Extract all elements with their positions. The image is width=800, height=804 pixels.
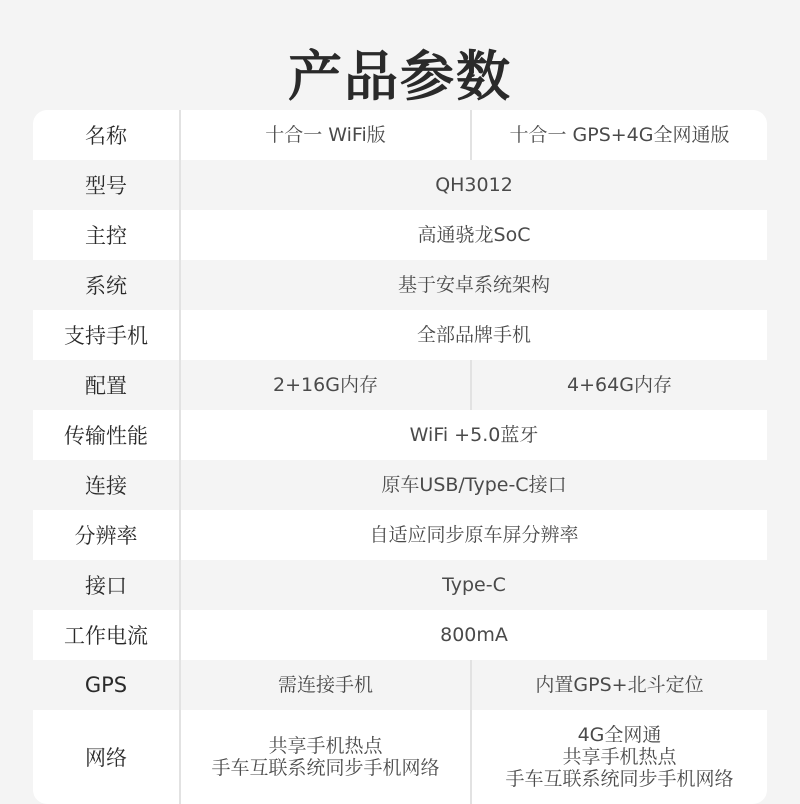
value-network-4g xyxy=(472,710,767,804)
spec-row-gps xyxy=(33,660,767,710)
row-label: 网络 xyxy=(33,710,181,804)
row-label: 系统 xyxy=(33,260,181,310)
row-value: 全部品牌手机 xyxy=(416,324,531,346)
spec-row-chip xyxy=(33,210,767,260)
row-label: 型号 xyxy=(33,160,181,210)
spec-row-network xyxy=(33,710,767,804)
spec-row-resolution xyxy=(33,510,767,560)
network-line: 手车互联系统同步手机网络 xyxy=(211,757,440,779)
spec-row-transfer xyxy=(33,410,767,460)
spec-row-port xyxy=(33,560,767,610)
network-line: 手车互联系统同步手机网络 xyxy=(505,768,734,790)
value-config-4g: 4+64G内存 xyxy=(567,374,672,396)
row-label: 主控 xyxy=(33,210,181,260)
spec-row-config xyxy=(33,360,767,410)
spec-row-model xyxy=(33,160,767,210)
row-label: GPS xyxy=(33,660,181,710)
value-config-wifi: 2+16G内存 xyxy=(181,360,472,410)
row-label: 工作电流 xyxy=(33,610,181,660)
row-value: Type-C xyxy=(442,574,506,596)
row-value: 原车USB/Type-C接口 xyxy=(381,474,567,496)
row-value: 800mA xyxy=(440,624,508,646)
row-value: 自适应同步原车屏分辨率 xyxy=(369,524,579,546)
row-label: 支持手机 xyxy=(33,310,181,360)
row-label: 接口 xyxy=(33,560,181,610)
row-value: QH3012 xyxy=(435,174,513,196)
row-label: 传输性能 xyxy=(33,410,181,460)
network-line: 4G全网通 xyxy=(577,724,662,746)
spec-row-connect xyxy=(33,460,767,510)
row-value: 高通骁龙SoC xyxy=(417,224,531,246)
value-gps-wifi: 需连接手机 xyxy=(181,660,472,710)
spec-row-phones xyxy=(33,310,767,360)
row-value: 基于安卓系统架构 xyxy=(397,274,550,296)
network-line: 共享手机热点 xyxy=(268,735,383,757)
spec-row-current xyxy=(33,610,767,660)
page-title: 产品参数 xyxy=(288,45,512,108)
spec-row-system xyxy=(33,260,767,310)
value-gps-4g-version: 十合一 GPS+4G全网通版 xyxy=(509,124,730,146)
row-value: WiFi +5.0蓝牙 xyxy=(409,424,539,446)
row-label: 连接 xyxy=(33,460,181,510)
value-network-wifi xyxy=(181,710,472,804)
spec-table xyxy=(33,110,767,804)
row-label: 分辨率 xyxy=(33,510,181,560)
row-label: 名称 xyxy=(33,110,181,160)
value-wifi-version: 十合一 WiFi版 xyxy=(181,110,472,160)
row-label: 配置 xyxy=(33,360,181,410)
value-gps-4g: 内置GPS+北斗定位 xyxy=(535,674,704,696)
network-line: 共享手机热点 xyxy=(562,746,677,768)
spec-row-name xyxy=(33,110,767,160)
